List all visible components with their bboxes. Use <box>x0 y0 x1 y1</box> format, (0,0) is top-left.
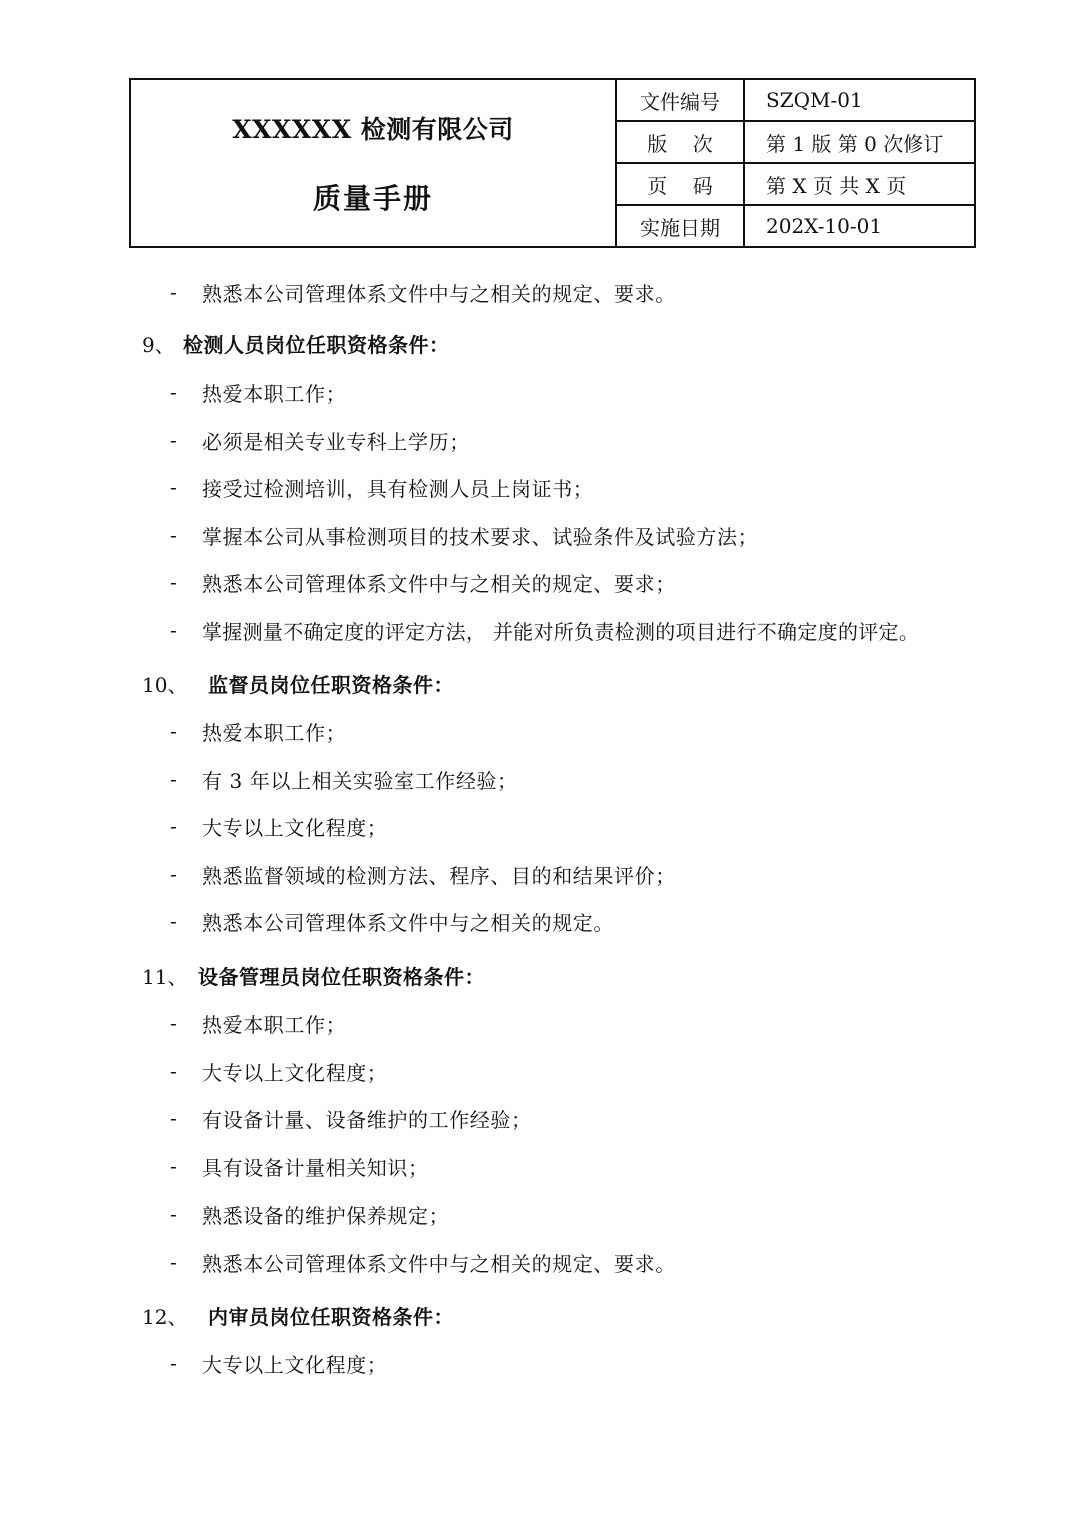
section-number: 10、 <box>142 672 188 697</box>
meta-label: 版 次 <box>617 122 745 162</box>
section-number: 9、 <box>142 332 175 357</box>
section-number: 12、 <box>142 1304 188 1329</box>
header-title-cell <box>131 80 617 246</box>
meta-label: 文件编号 <box>617 80 745 120</box>
meta-value: 第 X 页 共 X 页 <box>766 173 907 198</box>
meta-value: 202X-10-01 <box>766 214 883 238</box>
document-header <box>129 78 976 248</box>
company-name: XXXXXX 检测有限公司 <box>232 115 514 144</box>
manual-title: 质量手册 <box>312 182 433 215</box>
meta-label: 页 码 <box>617 164 745 204</box>
meta-row-file-number <box>617 80 974 122</box>
meta-row-edition <box>617 122 974 164</box>
section-title: 内审员岗位任职资格条件： <box>208 1304 454 1329</box>
meta-value: 第 1 版 第 0 次修订 <box>766 131 944 156</box>
section-title: 设备管理员岗位任职资格条件： <box>198 964 485 989</box>
section-title: 监督员岗位任职资格条件： <box>208 672 454 697</box>
header-meta-table <box>617 80 974 246</box>
meta-row-effective-date <box>617 206 974 246</box>
section-title: 检测人员岗位任职资格条件： <box>183 332 450 357</box>
section-number: 11、 <box>142 964 188 989</box>
meta-label: 实施日期 <box>617 206 745 246</box>
meta-value: SZQM-01 <box>766 88 863 112</box>
meta-row-page <box>617 164 974 206</box>
